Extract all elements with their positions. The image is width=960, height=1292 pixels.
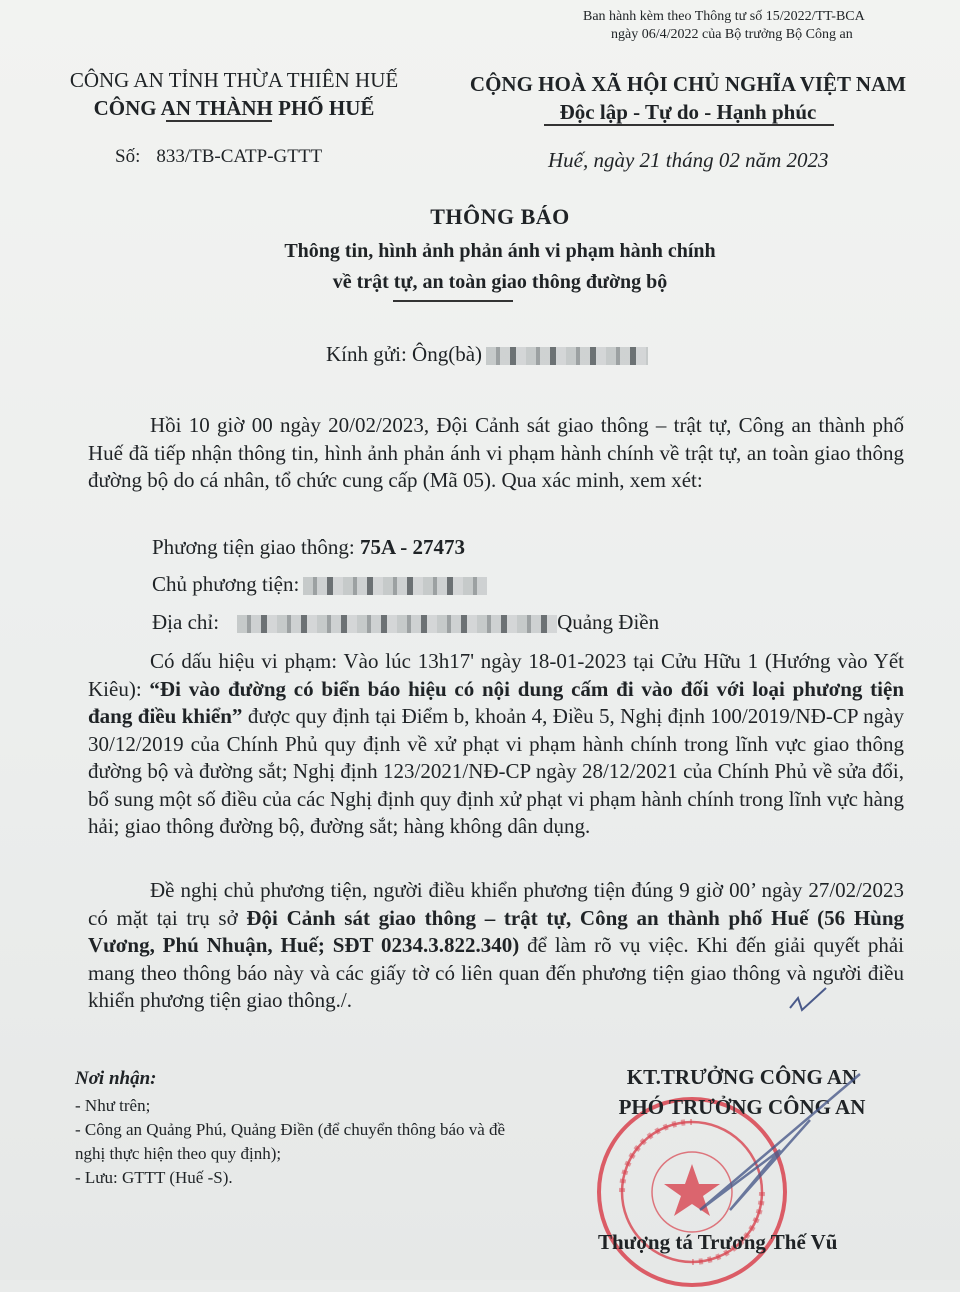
- circular-line-1: Ban hành kèm theo Thông tư số 15/2022/TT-BCA: [583, 9, 865, 24]
- violation-rest: được quy định tại Điểm b, khoản 4, Điều 5, Nghị định 100/2019/NĐ-CP ngày 30/12/2019 của Chính Phủ quy định về xử phạt vi phạm hành chính trong lĩnh vực giao thông đường bộ và đường sắt; Nghị định 123/2021/NĐ-CP ngày 28/12/2021 của Chính Phủ về sửa đổi, bổ sung một số điều của các Nghị định quy định xử phạt vi phạm hành chính trong lĩnh vực hàng hải; giao thông đường bộ, đường sắt; hàng không dân dụng.: [88, 704, 904, 838]
- recipient-item: - Công an Quảng Phú, Quảng Điền (để chuyển thông báo và đề nghị thực hiện theo quy định);: [75, 1120, 506, 1163]
- violation-quote: “Đi vào đường có biển báo hiệu có nội dung cấm đi vào đối với loại phương tiện đang điều khiển”: [88, 676, 904, 728]
- document-number: [115, 146, 322, 168]
- paragraph-request: [88, 877, 904, 1015]
- address-tail: Quảng Điền: [557, 610, 660, 634]
- request-rest: để làm rõ vụ việc. Khi đến giải quyết phải mang theo thông báo này và các giấy tờ có liên quan đến phương tiện giao thông và người điều khiển phương tiện giao thông./.: [88, 933, 905, 1012]
- owner-label: Chủ phương tiện:: [152, 572, 300, 596]
- document-number-label: Số:: [115, 146, 141, 167]
- owner-field: [152, 572, 487, 597]
- circular-line-2: ngày 06/4/2022 của Bộ trưởng Bộ Công an: [611, 27, 853, 42]
- document-subtitle-line-1: Thông tin, hình ảnh phản ánh vi phạm hành chính: [284, 240, 716, 262]
- redacted-name: [486, 347, 648, 365]
- national-heading: [450, 70, 926, 126]
- violation-lead: Có dấu hiệu vi phạm: Vào lúc 13h17' ngày 18-01-2023 tại Cửu Hữu 1 (Hướng vào Yết Kiêu):: [88, 649, 904, 701]
- recipients-heading: Nơi nhận:: [75, 1068, 157, 1089]
- address-field: [152, 610, 659, 635]
- agency-name: CÔNG AN THÀNH PHỐ HUẾ: [93, 96, 375, 120]
- redacted-owner: [303, 577, 487, 595]
- initial-mark: [788, 984, 828, 1014]
- document-number-value: 833/TB-CATP-GTTT: [156, 146, 323, 167]
- vehicle-plate: 75A - 27473: [359, 535, 465, 559]
- greeting: [326, 342, 648, 367]
- subtitle-underline: [393, 300, 513, 302]
- vehicle-label: Phương tiện giao thông:: [152, 535, 355, 559]
- document-title: THÔNG BÁO: [430, 204, 570, 229]
- paragraph-intro: [88, 412, 904, 495]
- paragraph-intro-text: Hồi 10 giờ 00 ngày 20/02/2023, Đội Cảnh sát giao thông – trật tự, Công an thành phố Huế đã tiếp nhận thông tin, hình ảnh phản ánh vi phạm hành chính về trật tự, an toàn giao thông đường bộ do cá nhân, tổ chức cung cấp (Mã 05). Qua xác minh, xem xét:: [88, 413, 904, 492]
- circular-reference: [583, 8, 865, 44]
- handwritten-signature: [660, 1060, 900, 1230]
- signatory-title-2: PHÓ TRƯỞNG CÔNG AN: [618, 1095, 866, 1119]
- greeting-text: Kính gửi: Ông(bà): [326, 342, 483, 366]
- signatory-title-1: KT.TRƯỞNG CÔNG AN: [626, 1065, 858, 1089]
- request-lead: Đề nghị chủ phương tiện, người điều khiển phương tiện đúng 9 giờ 00’ ngày 27/02/2023 có mặt tại trụ sở: [88, 878, 904, 930]
- motto-underline: [544, 124, 834, 126]
- recipient-item: - Lưu: GTTT (Huế -S).: [75, 1168, 233, 1187]
- agency-underline: [166, 120, 272, 122]
- vehicle-field: [152, 535, 465, 560]
- issuing-agency: [48, 66, 420, 122]
- recipients-list: [75, 1094, 515, 1190]
- national-motto: Độc lập - Tự do - Hạnh phúc: [559, 100, 817, 124]
- redacted-address: [237, 615, 557, 633]
- national-name: CỘNG HOÀ XÃ HỘI CHỦ NGHĨA VIỆT NAM: [469, 72, 907, 96]
- recipient-item: - Như trên;: [75, 1096, 151, 1115]
- signer-name: Thượng tá Trương Thế Vũ: [598, 1230, 838, 1254]
- document-subtitle-line-2: về trật tự, an toàn giao thông đường bộ: [332, 271, 668, 293]
- paragraph-violation: [88, 648, 904, 841]
- document-date: Huế, ngày 21 tháng 02 năm 2023: [548, 148, 829, 172]
- address-label: Địa chỉ:: [152, 610, 220, 634]
- agency-parent: CÔNG AN TỈNH THỪA THIÊN HUẾ: [69, 68, 399, 92]
- request-bold: Đội Cảnh sát giao thông – trật tự, Công an thành phố Huế (56 Hùng Vương, Phú Nhuận, Huế; SĐT 0234.3.822.340): [88, 905, 905, 957]
